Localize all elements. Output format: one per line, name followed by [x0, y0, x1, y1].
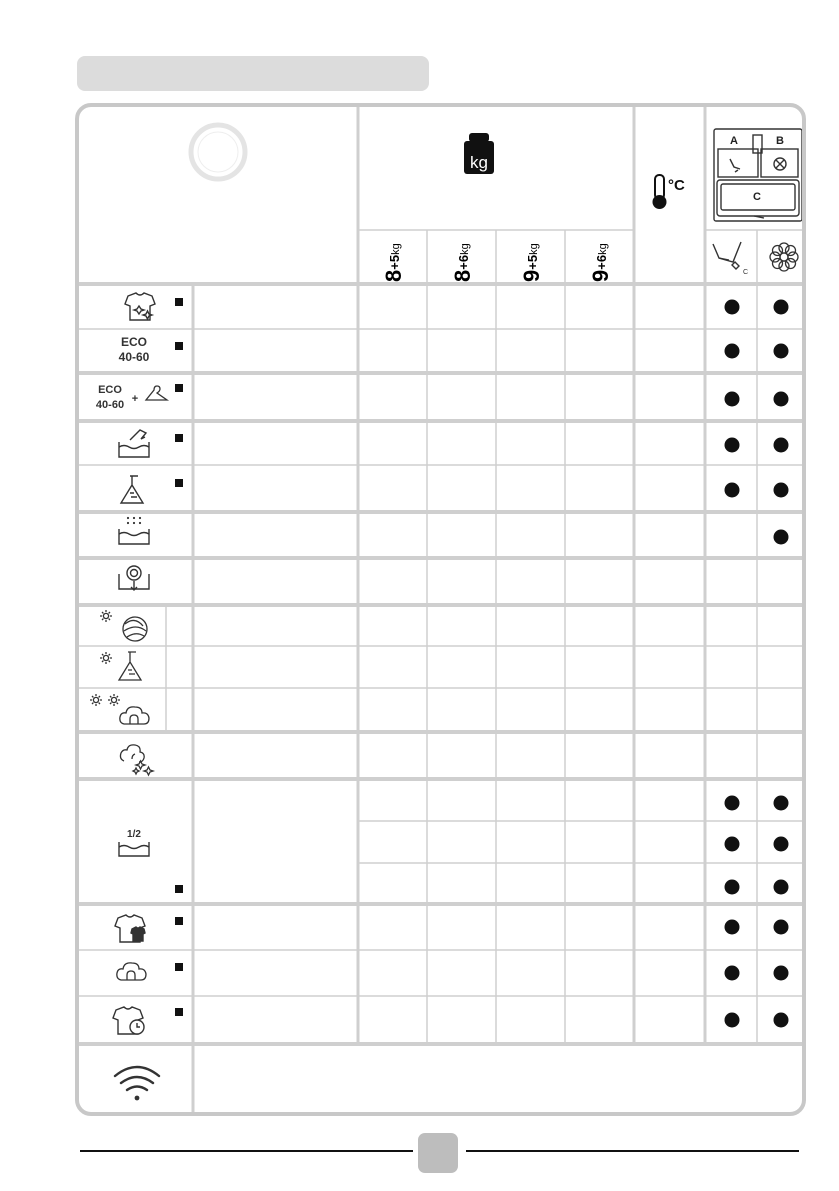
svg-text:9+5kg: 9+5kg — [519, 243, 544, 282]
svg-text:A: A — [730, 135, 738, 147]
programme-marker — [175, 434, 183, 442]
softener-dot — [774, 880, 789, 895]
detergent-dot — [725, 438, 740, 453]
svg-text:kg: kg — [470, 153, 488, 172]
softener-compartment-icon — [770, 243, 798, 271]
softener-dot — [774, 300, 789, 315]
hand-wash-icon — [119, 430, 149, 457]
detergent-dot — [725, 796, 740, 811]
programme-marker — [175, 917, 183, 925]
capacity-label-4 — [588, 243, 613, 282]
svg-text:ECO: ECO — [98, 384, 122, 396]
detergent-dot — [725, 920, 740, 935]
thermometer-icon — [653, 175, 685, 209]
svg-text:40-60: 40-60 — [118, 350, 150, 364]
softener-dot — [774, 796, 789, 811]
programme-marker — [175, 885, 183, 893]
svg-text:C: C — [753, 191, 761, 203]
weight-icon — [464, 133, 494, 174]
svg-text:40-60: 40-60 — [95, 399, 125, 411]
flask-icon — [121, 476, 143, 503]
softener-dot — [774, 392, 789, 407]
cloud-cotton-icon — [117, 963, 146, 980]
detergent-dot — [725, 837, 740, 852]
programme-marker — [175, 384, 183, 392]
svg-text:+: + — [131, 393, 139, 405]
page-number-tab — [418, 1133, 458, 1173]
svg-text:°C: °C — [668, 177, 685, 194]
wool-dry-icon — [100, 610, 147, 641]
section-title-bar — [77, 56, 429, 91]
detergent-dot — [725, 483, 740, 498]
softener-dot — [774, 920, 789, 935]
capacity-label-1 — [381, 243, 406, 282]
programme-selector-knob-icon — [191, 125, 245, 179]
detergent-drawer-icon — [714, 129, 802, 221]
softener-dot — [774, 344, 789, 359]
softener-dot — [774, 837, 789, 852]
svg-text:8+5kg: 8+5kg — [381, 243, 406, 282]
svg-text:C: C — [743, 269, 749, 276]
svg-text:9+6kg: 9+6kg — [588, 243, 613, 282]
rinse-icon — [119, 517, 149, 544]
softener-dot — [774, 438, 789, 453]
detergent-dot — [725, 344, 740, 359]
detergent-dot — [725, 966, 740, 981]
programme-marker — [175, 298, 183, 306]
shirt-sparkle-icon — [125, 293, 155, 320]
dark-shirt-icon — [115, 915, 145, 942]
svg-text:ECO: ECO — [120, 335, 148, 349]
programme-marker — [175, 963, 183, 971]
detergent-dot — [725, 880, 740, 895]
detergent-dot — [725, 300, 740, 315]
softener-dot — [774, 483, 789, 498]
svg-text:B: B — [776, 135, 784, 147]
cotton-dry-icon — [90, 694, 149, 724]
detergent-compartment-icon — [713, 242, 741, 269]
half-load-icon — [119, 829, 149, 856]
programme-marker — [175, 342, 183, 350]
programme-marker — [175, 479, 183, 487]
svg-text:1/2: 1/2 — [127, 829, 141, 840]
detergent-dot — [725, 392, 740, 407]
steam-icon — [120, 745, 153, 775]
eco-40-60-icon — [119, 335, 150, 364]
programme-table — [75, 103, 806, 1116]
softener-dot — [774, 966, 789, 981]
spin-drain-icon — [119, 566, 149, 590]
wifi-icon — [115, 1067, 159, 1100]
capacity-label-2 — [450, 243, 475, 282]
softener-dot — [774, 1013, 789, 1028]
programme-marker — [175, 1008, 183, 1016]
footer-rule-left — [80, 1150, 413, 1152]
capacity-label-3 — [519, 243, 544, 282]
footer-rule-right — [466, 1150, 799, 1152]
eco-40-60-hanger-icon — [96, 384, 167, 411]
svg-text:8+6kg: 8+6kg — [450, 243, 475, 282]
softener-dot — [774, 530, 789, 545]
synthetic-dry-icon — [100, 652, 141, 680]
detergent-dot — [725, 1013, 740, 1028]
shirt-clock-icon — [113, 1007, 144, 1034]
